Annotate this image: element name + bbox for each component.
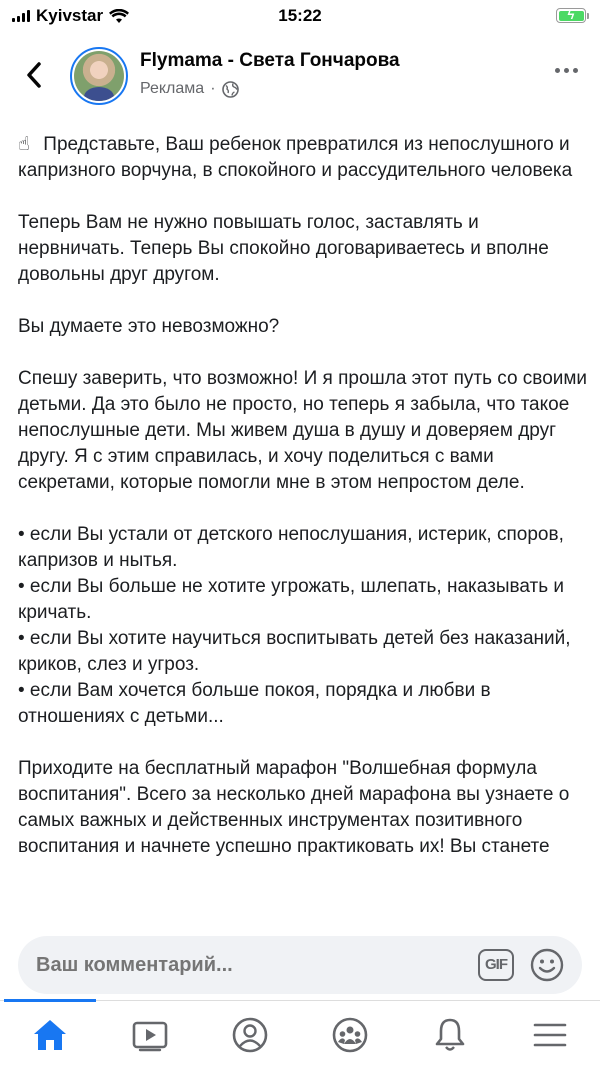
avatar-image xyxy=(74,51,124,101)
groups-icon xyxy=(330,1015,370,1055)
tab-menu[interactable] xyxy=(530,1015,570,1055)
profile-icon xyxy=(230,1015,270,1055)
post-text xyxy=(18,132,588,926)
avatar[interactable] xyxy=(70,47,128,105)
status-bar xyxy=(0,0,600,32)
menu-icon xyxy=(530,1015,570,1055)
post-paragraph-2: Теперь Вам не нужно повышать голос, заставлять и нервничать. Теперь Вы спокойно договариваетесь и вполне довольны друг другом. xyxy=(18,212,549,285)
smiley-icon xyxy=(530,948,564,982)
post-paragraph-3: Вы думаете это невозможно? xyxy=(18,316,280,337)
back-button[interactable] xyxy=(22,60,46,90)
separator: · xyxy=(210,80,216,97)
globe-icon xyxy=(222,81,239,98)
post-bullet-list: • если Вы устали от детского непослушания, истерик, споров, капризов и нытья. • если Вы больше не хотите угрожать, шлепать, наказывать и кричать. • если Вы хотите научиться воспитывать детей без наказаний, криков, слез и угроз. • если Вам хочется больше покоя, порядка и любви в отношениях с детьми... xyxy=(18,524,571,727)
post-header xyxy=(0,42,600,112)
bell-icon xyxy=(430,1015,470,1055)
emoji-button[interactable] xyxy=(530,948,564,982)
tab-profile[interactable] xyxy=(230,1015,270,1055)
tab-watch[interactable] xyxy=(130,1015,170,1055)
active-tab-indicator xyxy=(4,999,96,1002)
battery-icon xyxy=(556,8,586,23)
post-paragraph-4: Спешу заверить, что возможно! И я прошла этот путь со своими детьми. Да это было не просто, но теперь я забыла, что такое непослушные дети. Мы живем душа в душу и доверяем друг другу. Я с этим справилась, и хочу поделиться с вами секретами, которые помогли мне в этом непростом деле. xyxy=(18,368,588,493)
more-options-button[interactable] xyxy=(555,68,578,73)
sponsored-label: Реклама xyxy=(140,80,205,97)
post-paragraph-1: ☝ Представьте, Ваш ребенок превратился из непослушного и капризного ворчуна, в спокойного и рассудительного человека xyxy=(18,134,573,181)
sponsored-row xyxy=(140,80,239,98)
tab-notifications[interactable] xyxy=(430,1015,470,1055)
page-name[interactable]: Flymama - Света Гончарова xyxy=(140,50,400,71)
comment-bar xyxy=(18,936,582,994)
battery-fill xyxy=(559,11,584,21)
status-time: 15:22 xyxy=(278,6,322,25)
chevron-left-icon xyxy=(22,60,46,90)
post-paragraph-6: Приходите на бесплатный марафон "Волшебная формула воспитания". Всего за несколько дней марафона вы узнаете о самых важных и действенных инструментах позитивного воспитания и начнете успешно практиковать их! Вы станете xyxy=(18,758,570,857)
tab-groups[interactable] xyxy=(330,1015,370,1055)
video-icon xyxy=(130,1015,170,1055)
bottom-tab-bar xyxy=(0,1000,600,1066)
comment-input[interactable] xyxy=(36,936,416,994)
tab-home[interactable] xyxy=(30,1015,70,1055)
carrier-label: Kyivstar xyxy=(36,6,104,25)
gif-button[interactable]: GIF xyxy=(478,949,514,981)
home-icon xyxy=(30,1015,70,1055)
pointing-up-icon: ☝ xyxy=(18,134,30,155)
